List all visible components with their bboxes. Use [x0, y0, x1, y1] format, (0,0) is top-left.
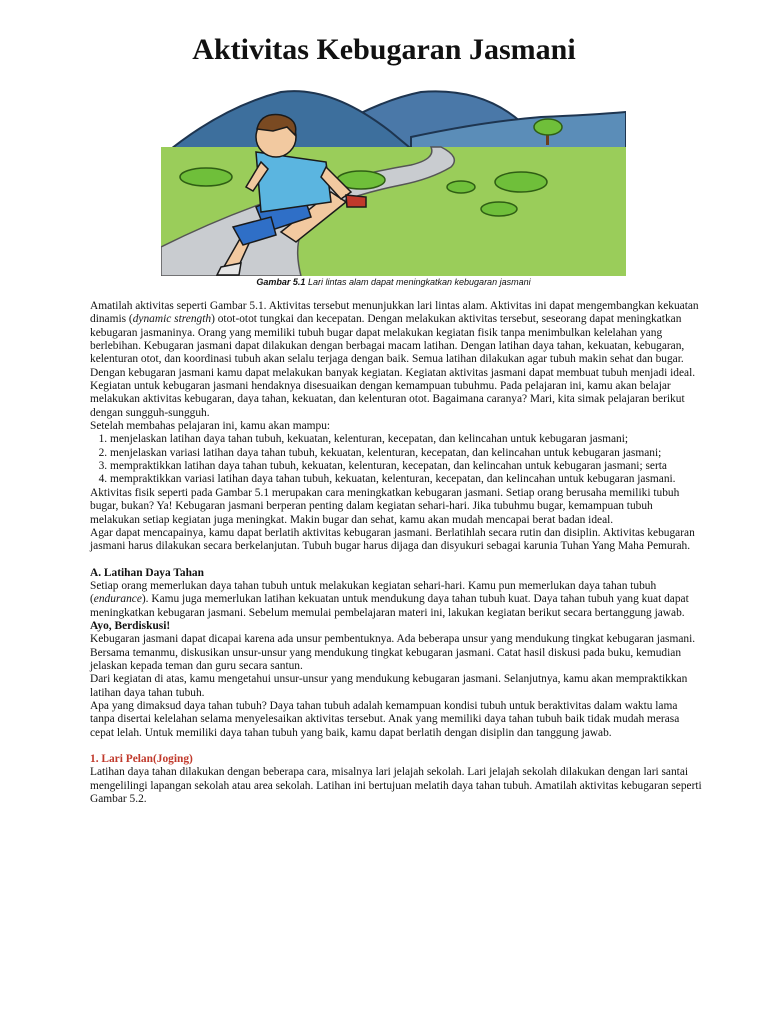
section-1-heading: 1. Lari Pelan(Joging): [90, 753, 193, 765]
list-item: 4. mempraktikkan variasi latihan daya tahan tubuh, kekuatan, kelenturan, kecepatan, dan kelincahan untuk kebugaran jasmani.: [110, 473, 702, 486]
figure-caption: [161, 277, 626, 287]
intro-paragraph-2: Kegiatan untuk kebugaran jasmani hendaknya disesuaikan dengan kemampuan tubuhmu. Pada pelajaran ini, kamu akan belajar melakukan aktivitas kebugaran, daya tahan, kekuatan, dan kelenturan otot. Bagaimana caranya? Mari, kita simak pelajaran berikut dengan sungguh-sungguh.: [90, 380, 685, 419]
intro-paragraph-5: Agar dapat mencapainya, kamu dapat berlatih aktivitas kebugaran jasmani. Berlatihlah secara rutin dan disiplin. Aktivitas kebugaran jasmani harus dilakukan secara berkelanjutan. Tubuh bugar harus dijaga dan disyukuri sebagai karunia Tuhan Yang Maha Pemurah.: [90, 526, 695, 553]
section-a-p1-after: ). Kamu juga memerlukan latihan kekuatan untuk mendukung daya tahan tubuh kuat. Daya tahan tubuh yang kuat dapat meningkatkan kebugaran jasmani. Sebelum memulai pembelajaran materi ini, lakukan kegiatan berikut secara bertanggung jawab.: [90, 593, 689, 619]
section-a-paragraph-4: Apa yang dimaksud daya tahan tubuh? Daya tahan tubuh adalah kemampuan kondisi tubuh untuk beraktivitas dalam waktu lama tanpa disertai kelelahan selama menyelesaikan aktivitas tersebut. Anak yang memiliki daya tahan tubuh baik tidak mudah merasa cepat lelah. Untuk memiliki daya tahan tubuh yang baik, kamu dapat berlatih dengan disiplin dan tanggung jawab.: [90, 699, 680, 739]
objectives-list: [90, 433, 702, 486]
list-item: 1. menjelaskan latihan daya tahan tubuh, kekuatan, kelenturan, kecepatan, dan kelincahan untuk kebugaran jasmani;: [110, 433, 702, 446]
intro-p1-before: Amatilah aktivitas seperti Gambar 5.1. Aktivitas tersebut menunjukkan lari lintas alam. Aktivitas ini dapat mengembangkan kekuatan dinamis (: [90, 300, 699, 326]
section-a-heading: A. Latihan Daya Tahan: [90, 566, 204, 579]
list-item: 2. menjelaskan variasi latihan daya tahan tubuh, kekuatan, kelenturan, kecepatan, dan kelincahan untuk kebugaran jasmani;: [110, 447, 702, 460]
section-1-paragraph-1: Latihan daya tahan dilakukan dengan beberapa cara, misalnya lari jelajah sekolah. Lari jelajah sekolah dilakukan dengan lari santai mengelilingi lapangan sekolah atau area sekolah. Latihan ini bertujuan melatih daya tahan tubuh. Amatilah aktivitas kebugaran seperti Gambar 5.2.: [90, 766, 702, 806]
section-a-paragraph-3: Dari kegiatan di atas, kamu mengetahui unsur-unsur yang mendukung kebugaran jasmani. Selanjutnya, kamu akan mempraktikkan latihan daya tahan tubuh.: [90, 673, 688, 699]
section-a-paragraph-2: Kebugaran jasmani dapat dicapai karena ada unsur pembentuknya. Ada beberapa unsur yang mendukung tingkat kebugaran jasmani. Bersama temanmu, diskusikan unsur-unsur yang mendukung tingkat kebugaran jasmani. Catat hasil diskusi pada buku, kemudian jelaskan kepada teman dan guru secara santun.: [90, 633, 696, 672]
caption-label: Gambar 5.1: [256, 277, 306, 287]
intro-p1-italic: dynamic strength: [132, 313, 212, 326]
intro-paragraph-3: Setelah membahas pelajaran ini, kamu akan mampu:: [90, 420, 331, 433]
caption-text: Lari lintas alam dapat meningkatkan kebugaran jasmani: [307, 277, 531, 287]
section-a-paragraph-1: [90, 580, 702, 620]
page-title: Aktivitas Kebugaran Jasmani: [192, 33, 576, 66]
section-a-p1-italic: endurance: [93, 593, 142, 606]
intro-p1-after: ) otot-otot tungkai dan kecepatan. Dengan melakukan aktivitas tersebut, seseorang dapat meningkatkan kebugaran jasmaninya. Orang yang memiliki tubuh bugar dapat melakukan kegiatan fisik tanpa menimbulkan kelelahan yang berlebihan. Kebugaran jasmani dapat dilakukan dengan berbagai macam latihan. Dengan latihan daya tahan, kekuatan, kebugaran, kelenturan otot, dan koordinasi tubuh akan selalu terjaga dengan baik. Semua latihan dilakukan agar tubuh makin sehat dan bugar. Dengan kebugaran jasmani kamu dapat melakukan banyak kegiatan. Kegiatan aktivitas jasmani dapat membuat tubuh menjadi ideal.: [90, 313, 696, 379]
discussion-heading: Ayo, Berdiskusi!: [90, 619, 171, 632]
body-text: [90, 300, 702, 806]
figure-illustration: [161, 67, 626, 276]
list-item: 3. mempraktikkan latihan daya tahan tubuh, kekuatan, kelenturan, kecepatan, dan kelincahan untuk kebugaran jasmani; serta: [110, 460, 702, 473]
intro-paragraph-1: [90, 300, 702, 380]
section-a-p1-before: Setiap orang memerlukan daya tahan tubuh untuk melakukan kegiatan sehari-hari. Kamu pun memerlukan daya tahan tubuh (: [90, 579, 657, 606]
intro-paragraph-4: Aktivitas fisik seperti pada Gambar 5.1 merupakan cara meningkatkan kebugaran jasmani. Setiap orang berusaha memiliki tubuh bugar, bukan? Ya! Kebugaran jasmani berperan penting dalam kegiatan sehari-hari. Jika tubuhmu bugar, kemampuan tubuh melakukan setiap kegiatan juga meningkat. Makin bugar dan sehat, kamu akan mudah mencapai berat badan ideal.: [90, 486, 680, 526]
